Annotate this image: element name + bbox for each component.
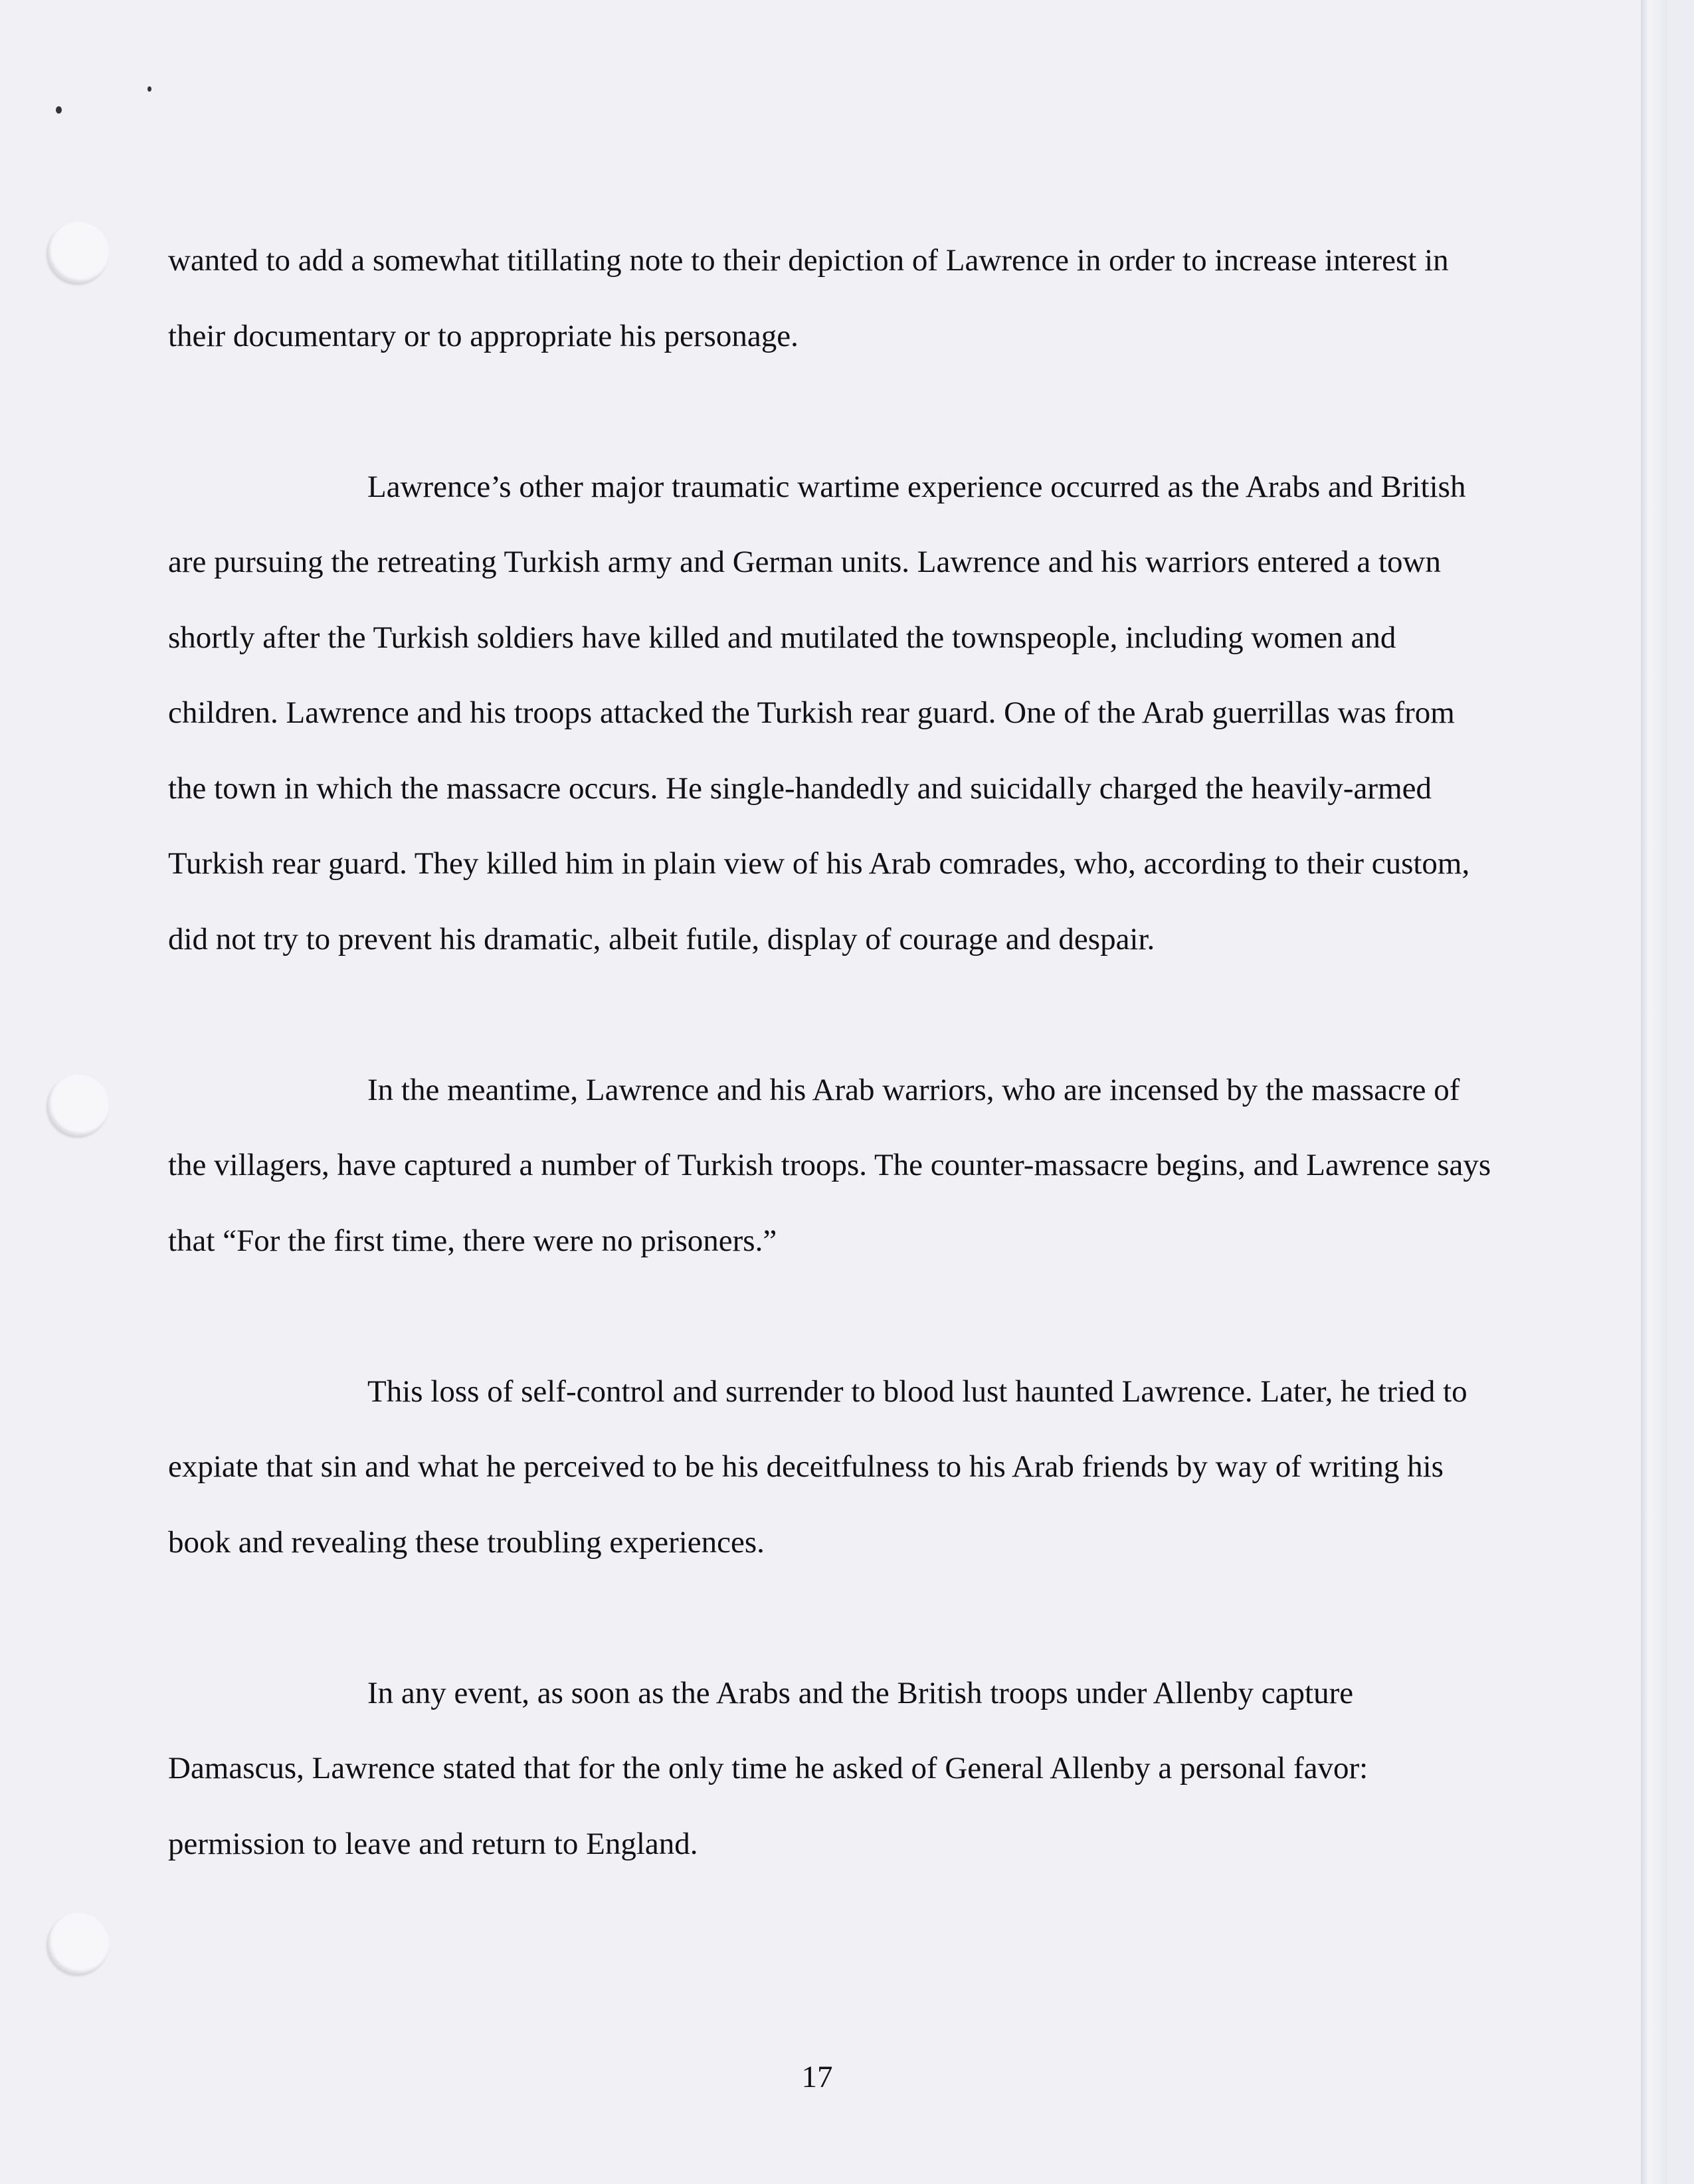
paragraph-gap xyxy=(168,374,1497,450)
page-edge xyxy=(1641,0,1667,2184)
paragraph-gap xyxy=(168,977,1497,1053)
scan-speck xyxy=(56,106,62,114)
paragraph: This loss of self-control and surrender to blood lust haunted Lawrence. Later, he tried to expiate that sin and what he perceived to be his deceitfulness to his Arab friends by way of writing his book and revealing these troubling experiences. xyxy=(168,1374,1467,1560)
paragraph-gap xyxy=(168,1580,1497,1656)
binder-hole-top xyxy=(48,222,109,283)
paragraph: In any event, as soon as the Arabs and the British troops under Allenby capture Damascus, Lawrence stated that for the only time he asked of General Allenby a personal favor: permission to leave and return to England. xyxy=(168,1675,1368,1861)
paragraph: In the meantime, Lawrence and his Arab warriors, who are incensed by the massacre of the villagers, have captured a number of Turkish troops. The counter-massacre begins, and Lawrence says that “For the first time, there were no prisoners.” xyxy=(168,1072,1491,1258)
binder-hole-bottom xyxy=(48,1913,109,1974)
paragraph: Lawrence’s other major traumatic wartime experience occurred as the Arabs and British are pursuing the retreating Turkish army and German units. Lawrence and his warriors entered a town shortly after the Turkish soldiers have killed and mutilated the townspeople, including women and children. Lawrence and his troops attacked the Turkish rear guard. One of the Arab guerrillas was from the town in which the massacre occurs. He single-handedly and suicidally charged the heavily-armed Turkish rear guard. They killed him in plain view of his Arab comrades, who, according to their custom, did not try to prevent his dramatic, albeit futile, display of courage and despair. xyxy=(168,469,1470,956)
paragraph-gap xyxy=(168,1279,1497,1354)
paragraph: wanted to add a somewhat titillating note to their depiction of Lawrence in order to increase interest in their documentary or to appropriate his personage. xyxy=(168,243,1449,353)
binder-hole-middle xyxy=(48,1075,109,1136)
scan-speck xyxy=(147,86,151,92)
body-text xyxy=(168,223,1497,1882)
page-number: 17 xyxy=(801,2060,833,2094)
